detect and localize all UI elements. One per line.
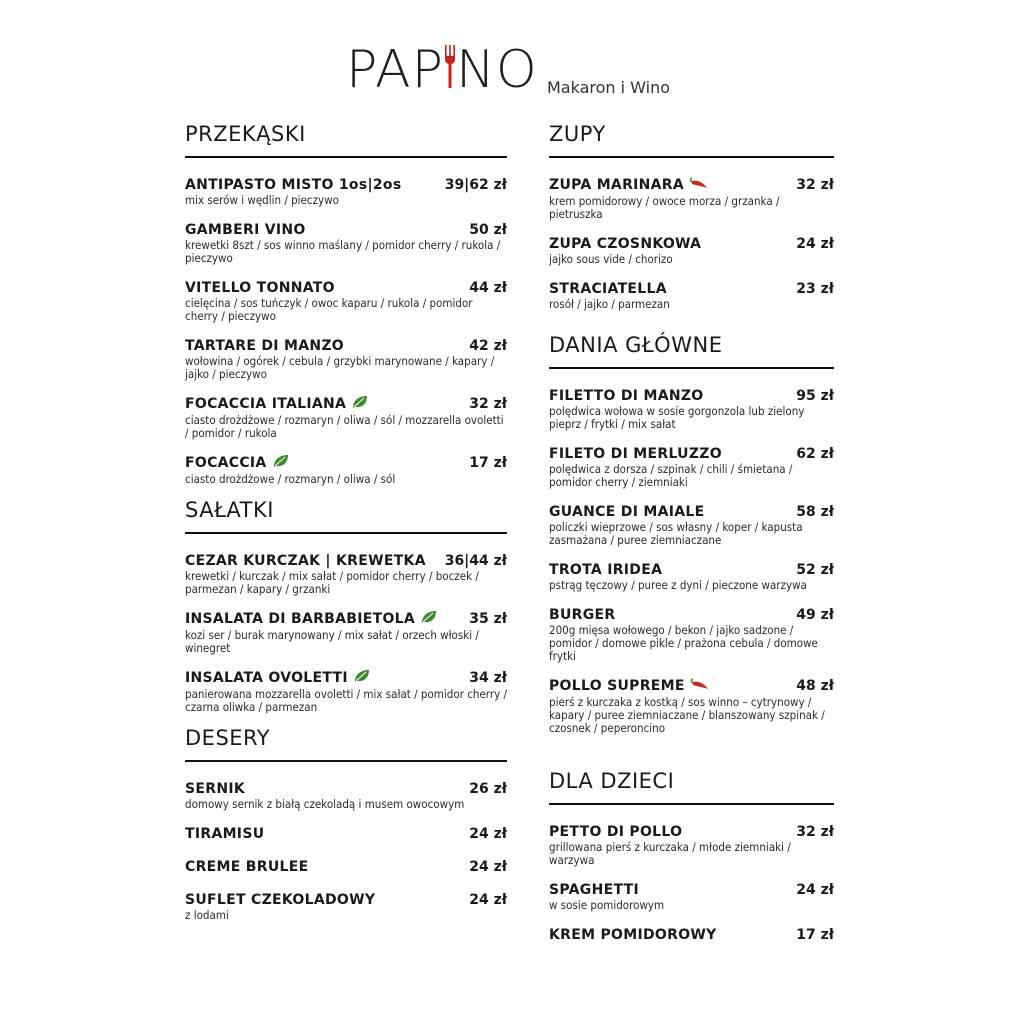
section-dania-g-o-wne <box>549 333 834 735</box>
menu-item-price: 36|44 zł <box>444 553 507 569</box>
vegetarian-leaf-icon <box>272 453 290 472</box>
section-title: ZUPY <box>549 122 834 158</box>
menu-item <box>185 667 507 714</box>
menu-item-header <box>549 233 834 252</box>
menu-item-name: ZUPA CZOSNKOWA <box>549 236 702 252</box>
menu-item-description: pierś z kurczaka z kostką / sos winno – cytrynowy / kapary / puree ziemniaczane / blanszowany szpinak / czosnek / peperoncino <box>549 695 825 735</box>
menu-item-price: 24 zł <box>469 892 507 908</box>
menu-item <box>549 924 834 943</box>
menu-item-header <box>185 393 507 413</box>
section-title: PRZEKĄSKI <box>185 122 507 158</box>
menu-item-title <box>549 385 704 404</box>
menu-item-header <box>185 608 507 628</box>
menu-item-header <box>185 219 507 238</box>
menu-item-price: 32 zł <box>469 396 507 412</box>
menu-item-title <box>185 393 369 413</box>
menu-item <box>185 608 507 655</box>
menu-item <box>549 278 834 311</box>
menu-item-description: wołowina / ogórek / cebula / grzybki marynowane / kapary / jajko / pieczywo <box>185 354 495 381</box>
menu-item-header <box>549 278 834 297</box>
menu-item-name: FILETTO DI MANZO <box>549 388 704 404</box>
menu-item-title <box>549 879 639 898</box>
vegetarian-leaf-icon <box>351 394 369 413</box>
menu-item-description: krem pomidorowy / owoce morza / grzanka / pietruszka <box>549 194 780 221</box>
menu-item-header <box>185 778 507 797</box>
menu-item-header <box>549 675 834 695</box>
menu-item-title <box>549 174 711 194</box>
menu-item-title <box>185 889 375 908</box>
menu-item-price: 32 zł <box>796 824 834 840</box>
menu-item-name: BURGER <box>549 607 616 623</box>
section-title: SAŁATKI <box>185 498 507 534</box>
menu-item-title <box>185 335 344 354</box>
menu-item-description: grillowana pierś z kurczaka / młode ziemniaki / warzywa <box>549 840 791 867</box>
menu-item-header <box>185 277 507 296</box>
menu-item-header <box>549 604 834 623</box>
menu-item <box>549 821 834 867</box>
menu-item <box>549 604 834 663</box>
menu-item-price: 50 zł <box>469 222 507 238</box>
menu-item-description: kozi ser / burak marynowany / mix sałat / orzech włoski / winegret <box>185 628 479 655</box>
menu-item-name: ZUPA MARINARA <box>549 177 685 193</box>
vegetarian-leaf-icon <box>420 609 438 628</box>
menu-item-price: 58 zł <box>796 504 834 520</box>
menu-item-name: SERNIK <box>185 781 246 797</box>
menu-item-name: CREME BRULEE <box>185 859 309 875</box>
menu-item-price: 49 zł <box>796 607 834 623</box>
section-przeka-ski <box>185 122 507 486</box>
menu-item-description: ciasto drożdżowe / rozmaryn / oliwa / sól / mozzarella ovoletti / pomidor / rukola <box>185 413 504 440</box>
menu-item-description: cielęcina / sos tuńczyk / owoc kaparu / rukola / pomidor cherry / pieczywo <box>185 296 473 323</box>
menu-item-title <box>185 608 438 628</box>
menu-item-price: 26 zł <box>469 781 507 797</box>
menu-item-price: 24 zł <box>469 859 507 875</box>
menu-item-header <box>185 823 507 842</box>
menu-item-description: krewetki / kurczak / mix sałat / pomidor cherry / boczek / parmezan / kapary / grzanki <box>185 569 479 596</box>
menu-item-name: TARTARE DI MANZO <box>185 338 345 354</box>
menu-item-price: 62 zł <box>796 446 834 462</box>
menu-item <box>185 550 507 596</box>
menu-item-price: 32 zł <box>796 177 834 193</box>
section-dla-dzieci <box>549 769 834 943</box>
menu-item-title <box>549 278 667 297</box>
menu-item-name: STRACIATELLA <box>549 281 667 297</box>
menu-item-title <box>185 452 290 472</box>
menu-item <box>549 559 834 592</box>
menu-item-name: TIRAMISU <box>185 826 265 842</box>
menu-item-header <box>549 385 834 404</box>
menu-item-price: 35 zł <box>469 611 507 627</box>
menu-item-price: 24 zł <box>469 826 507 842</box>
menu-item-title <box>185 778 245 797</box>
menu-item <box>185 277 507 323</box>
menu-item-title <box>185 174 401 193</box>
menu-item-title <box>185 667 371 687</box>
brand-logo: PAP NO <box>346 40 538 100</box>
menu-item-header <box>185 452 507 472</box>
menu-item-name: VITELLO TONNATO <box>185 280 335 296</box>
menu-item-header <box>185 856 507 875</box>
menu-item <box>549 233 834 266</box>
menu-item <box>185 393 507 440</box>
menu-item-header <box>549 924 834 943</box>
menu-item-name: GAMBERI VINO <box>185 222 306 238</box>
menu-item-name: SUFLET CZEKOLADOWY <box>185 892 376 908</box>
menu-item-title <box>185 550 426 569</box>
menu-item-title <box>549 443 722 462</box>
menu-item <box>185 219 507 265</box>
menu-item-description: panierowana mozzarella ovoletti / mix sałat / pomidor cherry / czarna oliwka / parmezan <box>185 687 507 714</box>
menu-item-description: mix serów i wędlin / pieczywo <box>185 193 339 207</box>
section-sa-atki <box>185 498 507 714</box>
menu-item <box>549 174 834 221</box>
menu-item-title <box>549 501 705 520</box>
menu-item-title <box>549 675 712 695</box>
menu-item-name: TROTA IRIDEA <box>549 562 663 578</box>
menu-item-header <box>185 889 507 908</box>
menu-item-name: GUANCE DI MAIALE <box>549 504 705 520</box>
menu-item <box>185 335 507 381</box>
menu-item-price: 42 zł <box>469 338 507 354</box>
menu-item-header <box>549 174 834 194</box>
menu-item-name: KREM POMIDOROWY <box>549 927 717 943</box>
menu-item <box>549 385 834 431</box>
menu-item-description: krewetki 8szt / sos winno maślany / pomidor cherry / rukola / pieczywo <box>185 238 501 265</box>
menu-item-description: pstrąg tęczowy / puree z dyni / pieczone warzywa <box>549 578 807 592</box>
menu-item-title <box>549 604 615 623</box>
menu-item-header <box>549 501 834 520</box>
menu-item <box>185 889 507 922</box>
menu-item <box>185 452 507 486</box>
menu-item-price: 17 zł <box>796 927 834 943</box>
menu-item-title <box>549 559 662 578</box>
menu-item-description: policzki wieprzowe / sos własny / koper / kapusta zasmażana / puree ziemniaczane <box>549 520 803 547</box>
menu-item-title <box>185 823 264 842</box>
menu-item-price: 23 zł <box>796 281 834 297</box>
menu-item-name: ANTIPASTO MISTO 1os|2os <box>185 177 402 193</box>
menu-item-title <box>549 821 682 840</box>
menu-item <box>185 856 507 875</box>
menu-item-description: polędwica wołowa w sosie gorgonzola lub zielony pieprz / frytki / mix sałat <box>549 404 805 431</box>
menu-item-header <box>185 667 507 687</box>
menu-item-name: CEZAR KURCZAK | KREWETKA <box>185 553 426 569</box>
menu-item <box>185 778 507 811</box>
menu-item-description: polędwica z dorsza / szpinak / chili / śmietana / pomidor cherry / ziemniaki <box>549 462 793 489</box>
section-title: DANIA GŁÓWNE <box>549 333 834 369</box>
fork-icon <box>444 42 456 102</box>
menu-item-price: 48 zł <box>796 678 834 694</box>
menu-item <box>549 443 834 489</box>
menu-item-description: domowy sernik z białą czekoladą i musem owocowym <box>185 797 465 811</box>
menu-item <box>185 174 507 207</box>
menu-item-header <box>549 821 834 840</box>
menu-item-title <box>185 277 335 296</box>
menu-item <box>549 879 834 912</box>
menu-item <box>549 501 834 547</box>
left-column <box>185 122 507 934</box>
menu-item-description: rosół / jajko / parmezan <box>549 297 670 311</box>
menu-item-name: POLLO SUPREME <box>549 678 685 694</box>
menu-item-name: FILETO DI MERLUZZO <box>549 446 722 462</box>
brand-tagline: Makaron i Wino <box>547 78 671 97</box>
menu-item-title <box>549 924 717 943</box>
menu-header <box>0 40 1024 110</box>
menu-item-name: PETTO DI POLLO <box>549 824 683 840</box>
menu-item-price: 34 zł <box>469 670 507 686</box>
menu-item-name: FOCACCIA ITALIANA <box>185 396 347 412</box>
menu-item-name: SPAGHETTI <box>549 882 639 898</box>
section-title: DLA DZIECI <box>549 769 834 805</box>
menu-item-description: jajko sous vide / chorizo <box>549 252 673 266</box>
menu-item-price: 52 zł <box>796 562 834 578</box>
menu-item-name: INSALATA OVOLETTI <box>185 670 348 686</box>
right-column <box>549 122 834 957</box>
menu-item-description: z lodami <box>185 908 229 922</box>
menu-item <box>185 823 507 842</box>
menu-item-name: FOCACCIA <box>185 455 267 471</box>
spicy-chili-icon <box>690 676 712 695</box>
menu-item-name: INSALATA DI BARBABIETOLA <box>185 611 416 627</box>
menu-item-price: 44 zł <box>469 280 507 296</box>
menu-item-title <box>185 219 306 238</box>
menu-item-header <box>185 335 507 354</box>
section-desery <box>185 726 507 922</box>
spicy-chili-icon <box>689 175 711 194</box>
menu-item-header <box>185 174 507 193</box>
menu-item-description: ciasto drożdżowe / rozmaryn / oliwa / sól <box>185 472 396 486</box>
section-zupy <box>549 122 834 311</box>
section-title: DESERY <box>185 726 507 762</box>
menu-item <box>549 675 834 735</box>
menu-item-price: 24 zł <box>796 236 834 252</box>
menu-item-price: 39|62 zł <box>444 177 507 193</box>
menu-item-title <box>185 856 308 875</box>
menu-item-title <box>549 233 701 252</box>
menu-item-header <box>549 443 834 462</box>
menu-item-price: 17 zł <box>469 455 507 471</box>
menu-item-description: 200g mięsa wołowego / bekon / jajko sadzone / pomidor / domowe pikle / prażona cebula / domowe frytki <box>549 623 818 663</box>
vegetarian-leaf-icon <box>353 668 371 687</box>
menu-item-header <box>185 550 507 569</box>
menu-item-price: 95 zł <box>796 388 834 404</box>
menu-item-header <box>549 559 834 578</box>
menu-item-price: 24 zł <box>796 882 834 898</box>
menu-item-description: w sosie pomidorowym <box>549 898 665 912</box>
menu-item-header <box>549 879 834 898</box>
